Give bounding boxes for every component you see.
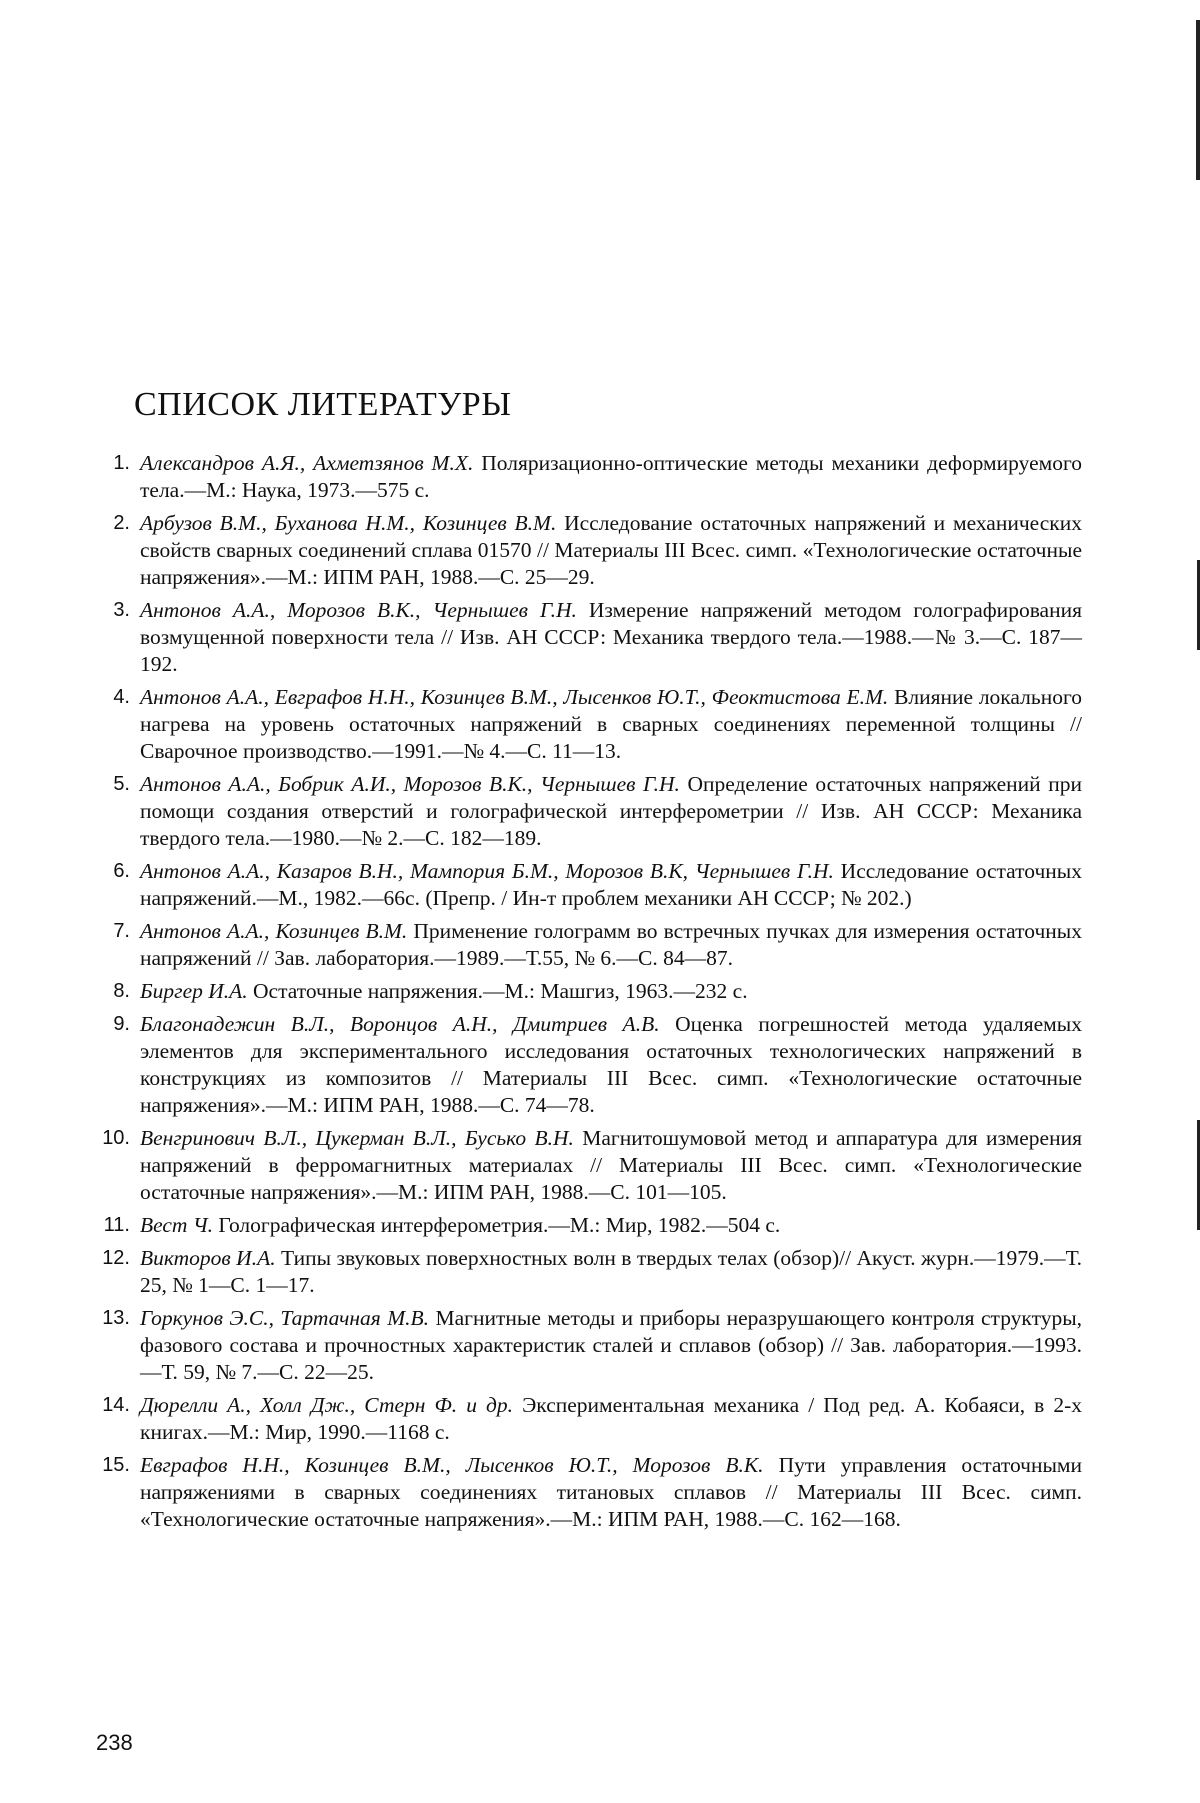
reference-item [72, 510, 1082, 591]
reference-authors: Горкунов Э.С., Тартачная М.В. [140, 1306, 430, 1330]
reference-authors: Евграфов Н.Н., Козинцев В.М., Лысенков Ю.Т., Морозов В.К. [140, 1453, 764, 1477]
reference-body [140, 1392, 1082, 1446]
reference-authors: Антонов А.А., Казаров В.Н., Мампория Б.М., Морозов В.К, Чернышев Г.Н. [140, 859, 834, 883]
reference-number: 13. [102, 1307, 130, 1329]
reference-description: Применение голограмм во встречных пучках для измерения остаточных напряжений // Зав. лаборатория.—1989.—Т.55, № 6.—С. 84—87. [140, 919, 1082, 970]
reference-body [140, 1305, 1082, 1386]
reference-item [72, 1125, 1082, 1206]
reference-body [140, 1452, 1082, 1533]
reference-item [72, 858, 1082, 912]
reference-item [72, 1212, 1082, 1239]
reference-description: Измерение напряжений методом голографирования возмущенной поверхности тела // Изв. АН СССР: Механика твердого тела.—1988.—№ 3.—С. 187—192. [140, 598, 1083, 676]
reference-item [72, 1245, 1082, 1299]
reference-item [72, 450, 1082, 504]
reference-authors: Антонов А.А., Евграфов Н.Н., Козинцев В.М., Лысенков Ю.Т., Феоктистова Е.М. [140, 685, 889, 709]
reference-description: Влияние локального нагрева на уровень остаточных напряжений в сварных соединениях переменной толщины // Сварочное производство.—1991.—№ 4.—С. 11—13. [140, 685, 1082, 763]
reference-item [72, 978, 1082, 1005]
reference-description: Пути управления остаточными напряжениями в сварных соединениях титановых сплавов // Материалы III Всес. симп. «Технологические остаточные напряжения».—М.: ИПМ РАН, 1988.—С. 162—168. [140, 1453, 1083, 1531]
reference-description: Остаточные напряжения.—М.: Машгиз, 1963.—232 с. [253, 979, 748, 1003]
reference-description: Поляризационно-оптические методы механики деформируемого тела.—М.: Наука, 1973.—575 с. [140, 451, 1083, 502]
reference-number: 11. [103, 1214, 130, 1236]
reference-description: Исследование остаточных напряжений и механических свойств сварных соединений сплава 01570 // Материалы III Всес. симп. «Технологические остаточные напряжения».—М.: ИПМ РАН, 1988.—С. 25—29. [140, 511, 1082, 589]
reference-list [72, 450, 1082, 1539]
reference-number: 4. [113, 686, 130, 708]
reference-number: 5. [113, 773, 130, 795]
scan-edge-mark [1196, 20, 1200, 180]
reference-authors: Викторов И.А. [140, 1246, 276, 1270]
reference-item [72, 684, 1082, 765]
reference-authors: Венгринович В.Л., Цукерман В.Л., Бусько В.Н. [140, 1126, 574, 1150]
reference-body [140, 1125, 1082, 1206]
reference-number: 9. [113, 1013, 130, 1035]
reference-body [140, 510, 1082, 591]
reference-authors: Биргер И.А. [140, 979, 248, 1003]
reference-item [72, 597, 1082, 678]
reference-authors: Благонадежин В.Л., Воронцов А.Н., Дмитриев А.В. [140, 1012, 660, 1036]
reference-body [140, 771, 1082, 852]
reference-description: Определение остаточных напряжений при помощи создания отверстий и голографической интерферометрии // Изв. АН СССР: Механика твердого тела.—1980.—№ 2.—С. 182—189. [140, 772, 1082, 850]
reference-description: Экспериментальная механика / Под ред. А. Кобаяси, в 2-х книгах.—М.: Мир, 1990.—1168 с. [140, 1393, 1082, 1444]
reference-body [140, 1011, 1082, 1119]
reference-body [140, 918, 1082, 972]
reference-body [140, 978, 1082, 1005]
reference-number: 12. [102, 1247, 130, 1269]
reference-description: Магнитные методы и приборы неразрушающего контроля структуры, фазового состава и прочностных характеристик сталей и сплавов (обзор) // Зав. лаборатория.—1993.—Т. 59, № 7.—С. 22—25. [140, 1306, 1083, 1384]
reference-authors: Антонов А.А., Козинцев В.М. [140, 919, 408, 943]
reference-number: 8. [113, 980, 130, 1002]
reference-item [72, 1452, 1082, 1533]
reference-number: 6. [113, 860, 130, 882]
reference-body [140, 1245, 1082, 1299]
reference-description: Типы звуковых поверхностных волн в твердых телах (обзор)// Акуст. журн.—1979.—Т. 25, № 1—С. 1—17. [140, 1246, 1082, 1297]
reference-number: 7. [113, 920, 130, 942]
reference-body [140, 858, 1082, 912]
reference-item [72, 1305, 1082, 1386]
reference-description: Исследование остаточных напряжений.—М., 1982.—66с. (Препр. / Ин-т проблем механики АН СССР; № 202.) [140, 859, 1082, 910]
reference-authors: Антонов А.А., Бобрик А.И., Морозов В.К., Чернышев Г.Н. [140, 772, 680, 796]
reference-number: 15. [102, 1454, 130, 1476]
reference-body [140, 450, 1082, 504]
reference-description: Магнитошумовой метод и аппаратура для измерения напряжений в ферромагнитных материалах // Материалы III Всес. симп. «Технологические остаточные напряжения».—М.: ИПМ РАН, 1988.—С. 101—105. [140, 1126, 1082, 1204]
reference-description: Голографическая интерферометрия.—М.: Мир, 1982.—504 с. [218, 1213, 781, 1237]
reference-item [72, 918, 1082, 972]
reference-item [72, 1392, 1082, 1446]
reference-body [140, 1212, 1082, 1239]
reference-number: 10. [102, 1127, 130, 1149]
reference-item [72, 771, 1082, 852]
reference-body [140, 684, 1082, 765]
reference-authors: Вест Ч. [140, 1213, 214, 1237]
reference-number: 1. [113, 452, 130, 474]
reference-item [72, 1011, 1082, 1119]
reference-body [140, 597, 1082, 678]
reference-authors: Дюрелли А., Холл Дж., Стерн Ф. и др. [140, 1393, 514, 1417]
reference-number: 14. [102, 1394, 130, 1416]
page-heading: СПИСОК ЛИТЕРАТУРЫ [134, 386, 512, 423]
reference-number: 2. [113, 512, 130, 534]
page-number: 238 [96, 1730, 133, 1755]
reference-number: 3. [113, 599, 130, 621]
reference-description: Оценка погрешностей метода удаляемых элементов для экспериментального исследования остаточных технологических напряжений в конструкциях из композитов // Материалы III Всес. симп. «Технологические остаточные напряжения».—М.: ИПМ РАН, 1988.—С. 74—78. [140, 1012, 1082, 1117]
reference-authors: Арбузов В.М., Буханова Н.М., Козинцев В.М. [140, 511, 557, 535]
reference-authors: Александров А.Я., Ахметзянов М.Х. [140, 451, 474, 475]
reference-authors: Антонов А.А., Морозов В.К., Чернышев Г.Н. [140, 598, 577, 622]
